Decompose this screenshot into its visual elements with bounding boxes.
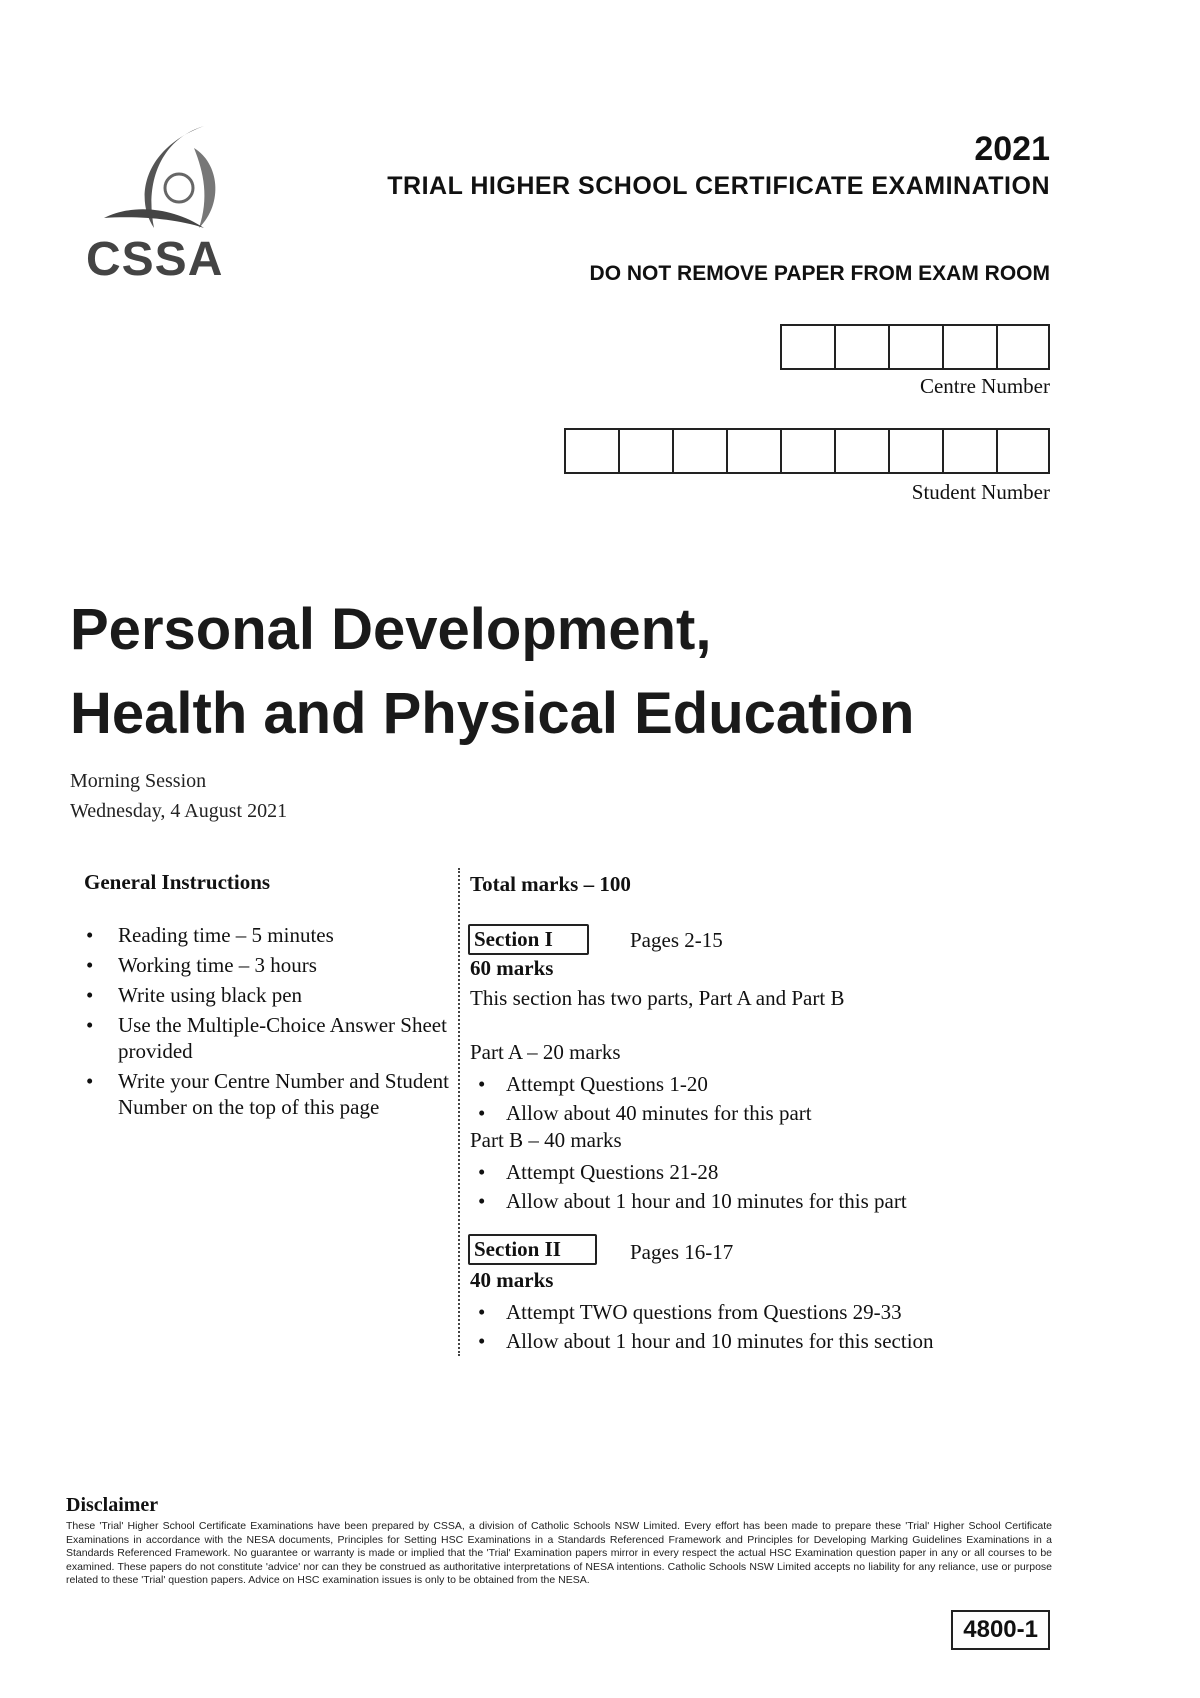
section-2-marks: 40 marks <box>470 1268 554 1292</box>
list-item: • Attempt TWO questions from Questions 29-33 <box>470 1298 934 1327</box>
section-2-list <box>470 1298 934 1356</box>
instruction-item: • Reading time – 5 minutes <box>84 922 454 948</box>
list-item: • Allow about 1 hour and 10 minutes for this part <box>470 1187 907 1216</box>
disclaimer-text: These 'Trial' Higher School Certificate Examinations have been prepared by CSSA, a division of Catholic Schools NSW Limited. Every effort has been made to prepare these 'Trial' Higher School Certificate Examinations in accordance with the NESA documents, Principles for Setting HSC Examinations in a Standards Referenced Framework and Principles for Developing Marking Guidelines Examinations in a Standards Referenced Framework. No guarantee or warranty is made or implied that the 'Trial' Examination papers mirror in every respect the actual HSC Examination question paper in any or all courses to be examined. These papers do not constitute 'advice' nor can they be construed as authoritative interpretations of NESA intentions. Catholic Schools NSW Limited accepts no liability for any reliance, use or purpose related to these 'Trial' question papers. Advice on HSC examination issues is only to be obtained from the NESA. <box>66 1520 1052 1586</box>
remove-notice: DO NOT REMOVE PAPER FROM EXAM ROOM <box>589 262 1050 285</box>
list-item: • Allow about 40 minutes for this part <box>470 1099 812 1128</box>
student-number-boxes[interactable] <box>564 428 1050 474</box>
list-item: • Allow about 1 hour and 10 minutes for this section <box>470 1327 934 1356</box>
student-digit-box[interactable] <box>780 428 834 474</box>
subject-title-line: Health and Physical Education <box>70 681 915 746</box>
list-item: • Attempt Questions 1-20 <box>470 1070 812 1099</box>
student-digit-box[interactable] <box>942 428 996 474</box>
student-digit-box[interactable] <box>672 428 726 474</box>
centre-number-label: Centre Number <box>919 374 1050 398</box>
section-1-pages: Pages 2-15 <box>630 928 723 952</box>
column-divider <box>458 868 460 1356</box>
instruction-item: • Write your Centre Number and Student Number on the top of this page <box>84 1068 454 1120</box>
section-1-label: Section I <box>468 924 589 955</box>
student-digit-box[interactable] <box>564 428 618 474</box>
section-2-label: Section II <box>468 1234 597 1265</box>
centre-digit-box[interactable] <box>996 324 1050 370</box>
student-digit-box[interactable] <box>888 428 942 474</box>
general-instructions-list <box>84 922 454 1124</box>
exam-year: 2021 <box>974 130 1050 168</box>
part-a-title: Part A – 20 marks <box>470 1040 621 1064</box>
logo-text: CSSA <box>86 233 224 286</box>
centre-digit-box[interactable] <box>888 324 942 370</box>
student-digit-box[interactable] <box>834 428 888 474</box>
centre-number-boxes[interactable] <box>780 324 1050 370</box>
student-number-label: Student Number <box>911 480 1050 504</box>
centre-digit-box[interactable] <box>834 324 888 370</box>
centre-digit-box[interactable] <box>780 324 834 370</box>
instruction-item: • Use the Multiple-Choice Answer Sheet provided <box>84 1012 454 1064</box>
list-item: • Attempt Questions 21-28 <box>470 1158 907 1187</box>
student-digit-box[interactable] <box>726 428 780 474</box>
paper-code: 4800-1 <box>951 1610 1050 1650</box>
part-b-list <box>470 1158 907 1216</box>
total-marks: Total marks – 100 <box>470 872 631 896</box>
part-a-list <box>470 1070 812 1128</box>
disclaimer-title: Disclaimer <box>66 1494 159 1516</box>
centre-digit-box[interactable] <box>942 324 996 370</box>
session-date: Wednesday, 4 August 2021 <box>70 800 288 822</box>
section-1-description: This section has two parts, Part A and Part B <box>470 986 845 1010</box>
general-instructions-title: General Instructions <box>84 870 271 894</box>
session-time: Morning Session <box>70 770 207 792</box>
instruction-item: • Working time – 3 hours <box>84 952 454 978</box>
subject-title-line: Personal Development, <box>70 597 712 662</box>
section-2-pages: Pages 16-17 <box>630 1240 734 1264</box>
subject-title <box>70 588 914 756</box>
section-1-marks: 60 marks <box>470 956 554 980</box>
student-digit-box[interactable] <box>996 428 1050 474</box>
student-digit-box[interactable] <box>618 428 672 474</box>
part-b-title: Part B – 40 marks <box>470 1128 622 1152</box>
instruction-item: • Write using black pen <box>84 982 454 1008</box>
session-info <box>70 766 287 826</box>
exam-title: TRIAL HIGHER SCHOOL CERTIFICATE EXAMINATION <box>387 172 1050 200</box>
